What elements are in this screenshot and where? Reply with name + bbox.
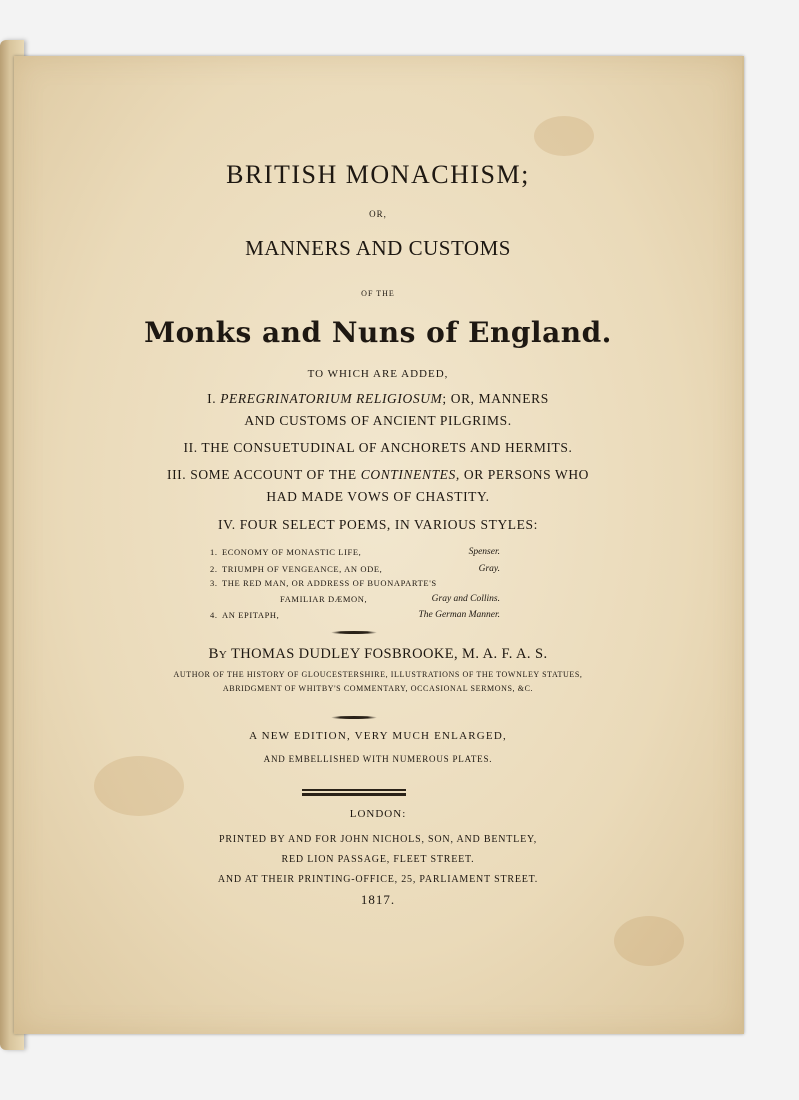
- poem-number: 3.: [210, 578, 218, 588]
- poem-title: THE RED MAN, OR ADDRESS OF BUONAPARTE'S: [222, 578, 437, 588]
- foxing-stain: [614, 916, 684, 966]
- foxing-stain: [534, 116, 594, 156]
- of-the-connector: OF THE: [361, 289, 395, 298]
- edition-note: A NEW EDITION, VERY MUCH ENLARGED,: [249, 730, 507, 742]
- contents-item-1-line-2: AND CUSTOMS OF ANCIENT PILGRIMS.: [244, 413, 512, 428]
- author-credentials: AUTHOR OF THE HISTORY OF GLOUCESTERSHIRE, ILLUSTRATIONS OF THE TOWNLEY STATUES,: [173, 670, 583, 679]
- by-word: By: [208, 646, 228, 662]
- author-line: [14, 646, 742, 663]
- foxing-stain: [94, 756, 184, 816]
- poem-title: FAMILIAR DÆMON,: [280, 594, 368, 604]
- poem-style: Spenser.: [468, 547, 500, 557]
- item-3-pre: III. SOME ACCOUNT OF THE: [166, 467, 357, 482]
- added-heading: TO WHICH ARE ADDED,: [307, 368, 449, 380]
- book-title: BRITISH MONACHISM;: [226, 160, 530, 189]
- poem-title: ECONOMY OF MONASTIC LIFE,: [222, 547, 362, 557]
- double-rule: [302, 789, 406, 791]
- poem-style: Gray.: [478, 564, 500, 574]
- imprint-address: RED LION PASSAGE, FLEET STREET.: [281, 854, 475, 865]
- ornamental-rule: [331, 631, 377, 634]
- poem-number: 2.: [210, 564, 218, 574]
- item-1-italic-title: PEREGRINATORIUM RELIGIOSUM: [220, 391, 443, 406]
- double-rule: [302, 793, 406, 796]
- poem-style: The German Manner.: [418, 610, 500, 620]
- edition-note: AND EMBELLISHED WITH NUMEROUS PLATES.: [263, 754, 493, 764]
- or-connector: OR,: [369, 209, 387, 219]
- poem-title: AN EPITAPH,: [222, 610, 280, 620]
- contents-item-3: [14, 467, 742, 483]
- imprint-office: AND AT THEIR PRINTING-OFFICE, 25, PARLIAMENT STREET.: [217, 874, 539, 885]
- item-1-number: I.: [207, 391, 217, 406]
- poem-number: 4.: [210, 610, 218, 620]
- item-3-italic: CONTINENTES,: [360, 467, 460, 482]
- item-3-post: OR PERSONS WHO: [463, 467, 590, 482]
- poem-number: 1.: [210, 547, 218, 557]
- item-1-rest: ; OR, MANNERS: [442, 391, 549, 406]
- contents-item-1: [14, 391, 742, 407]
- blackletter-subtitle: Monks and Nuns of England.: [144, 316, 612, 349]
- book-subtitle: MANNERS AND CUSTOMS: [245, 236, 511, 260]
- contents-item-4: IV. FOUR SELECT POEMS, IN VARIOUS STYLES:: [218, 517, 538, 532]
- poem-style: Gray and Collins.: [431, 594, 500, 604]
- title-page: [14, 56, 744, 1034]
- imprint-printer: PRINTED BY AND FOR JOHN NICHOLS, SON, AND BENTLEY,: [218, 834, 538, 845]
- imprint-year: 1817.: [360, 892, 396, 907]
- contents-item-3-line-2: HAD MADE VOWS OF CHASTITY.: [266, 489, 490, 504]
- poem-title: TRIUMPH OF VENGEANCE, AN ODE,: [222, 564, 383, 574]
- contents-item-2: II. THE CONSUETUDINAL OF ANCHORETS AND HERMITS.: [183, 440, 573, 455]
- author-credentials: ABRIDGMENT OF WHITBY'S COMMENTARY, OCCASIONAL SERMONS, &C.: [222, 684, 534, 693]
- ornamental-rule: [331, 716, 377, 719]
- author-name: THOMAS DUDLEY FOSBROOKE, M. A. F. A. S.: [231, 646, 548, 662]
- imprint-city: LONDON:: [349, 808, 407, 820]
